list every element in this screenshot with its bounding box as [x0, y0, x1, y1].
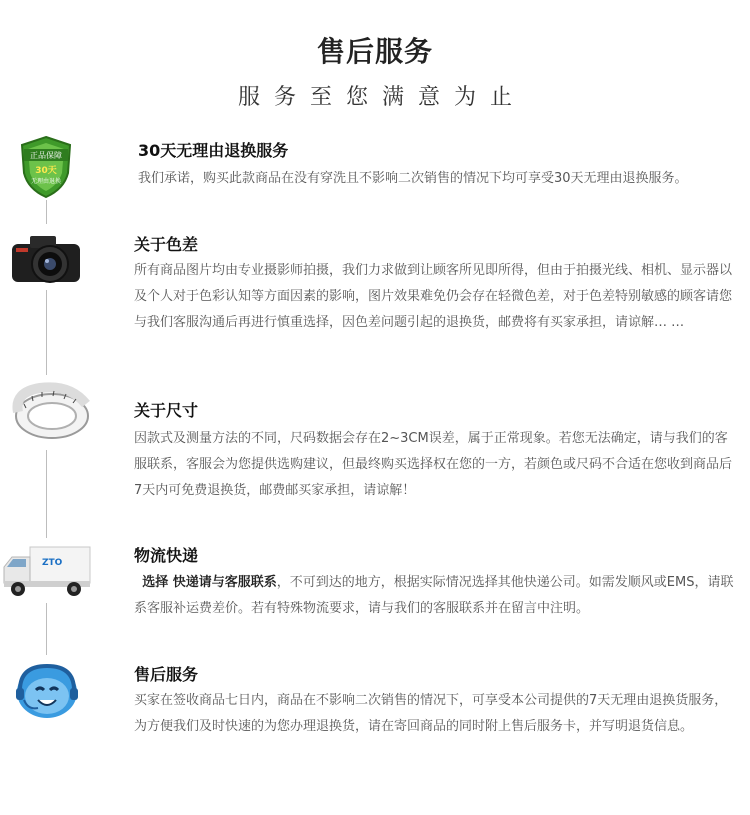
- section-title: 物流快递: [134, 546, 199, 565]
- section-title: 关于色差: [134, 235, 199, 254]
- section-body: [134, 570, 734, 622]
- timeline-line: [46, 290, 47, 375]
- section-body-text: ，不可到达的地方，根据实际情况选择其他快递公司。如需发顺风或EMS，请联系客服补运费差价。若有特殊物流要求，请与我们的客服联系并在留言中注明。: [134, 575, 734, 616]
- section-title: 售后服务: [134, 665, 199, 684]
- page-title: 售后服务: [316, 35, 433, 68]
- section-title: 关于尺寸: [134, 401, 199, 420]
- section-body: 因款式及测量方法的不同，尺码数据会存在2~3CM误差，属于正常现象。若您无法确定，请与我们的客服联系，客服会为您提供选购建议，但最终购买选择权在您的一方，若颜色或尺码不合适在您收到商品后7天内可免费退换货，邮费邮买家承担，请谅解！: [134, 431, 733, 498]
- timeline-line: [46, 450, 47, 538]
- shield-label: 正品保障: [30, 151, 62, 160]
- shield-note: 无理由退换: [30, 178, 62, 185]
- section-title: 30天无理由退换服务: [138, 141, 289, 160]
- section-body: 买家在签收商品七日内，商品在不影响二次销售的情况下，可享受本公司提供的7天无理由退换货服务，为方便我们及时快速的为您办理退换货，请在寄回商品的同时附上售后服务卡，并写明退货信息。: [134, 693, 728, 734]
- customer-service-icon: [12, 660, 82, 722]
- delivery-truck-icon: [2, 543, 92, 599]
- timeline-line: [46, 603, 47, 655]
- shield-days: 30天: [35, 166, 57, 176]
- truck-logo: ZTO: [42, 558, 63, 568]
- guarantee-shield-icon: [18, 135, 74, 199]
- measuring-tape-icon: [10, 382, 94, 446]
- section-body: 所有商品图片均由专业摄影师拍摄，我们力求做到让顾客所见即所得，但由于拍摄光线、相机、显示器以及个人对于色彩认知等方面因素的影响，图片效果难免仍会存在轻微色差，对于色差特别敏感的顾客请您与我们客服沟通后再进行慎重选择，因色差问题引起的退换货，邮费将有买家承担，请谅解… …: [134, 263, 733, 330]
- page-subtitle: 服务至您满意为止: [237, 85, 526, 110]
- section-body-highlight: 选择 快递请与客服联系: [142, 575, 277, 590]
- camera-icon: [8, 230, 84, 288]
- section-body: 我们承诺，购买此款商品在没有穿洗且不影响二次销售的情况下均可享受30天无理由退换服务。: [138, 171, 688, 186]
- timeline-line: [46, 200, 47, 224]
